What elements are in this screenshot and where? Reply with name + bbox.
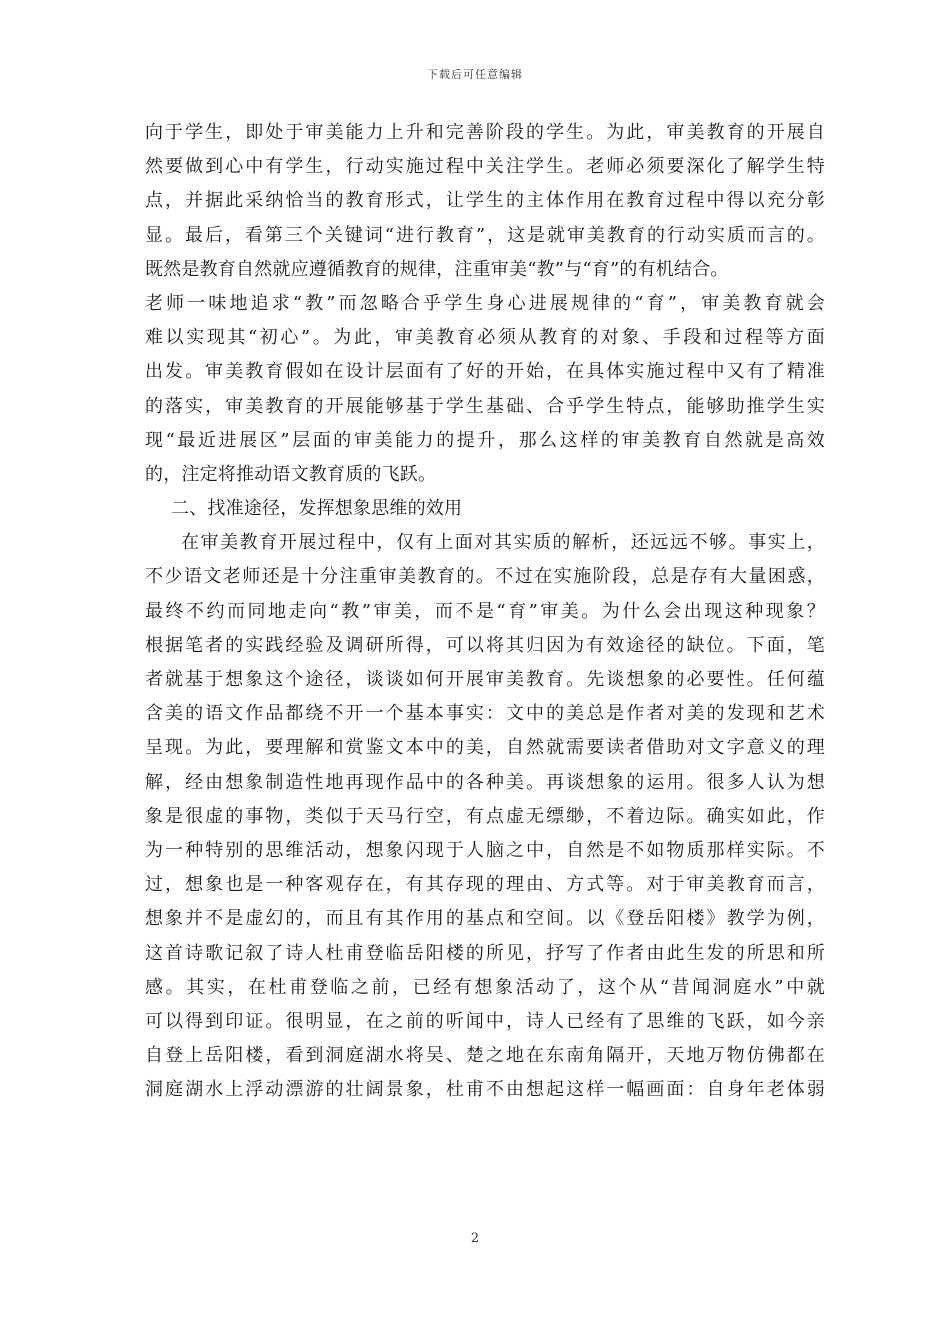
body-line: 的落实，审美教育的开展能够基于学生基础、合乎学生特点，能够助推学生实 <box>145 395 825 417</box>
body-line: 解，经由想象制造性地再现作品中的各种美。再谈想象的运用。很多人认为想 <box>145 771 825 793</box>
section-heading: 二、找准途径，发挥想象思维的效用 <box>171 498 463 520</box>
body-line: 根据笔者的实践经验及调研所得，可以将其归因为有效途径的缺位。下面，笔 <box>145 634 825 656</box>
body-line: 显。最后，看第三个关键词“进行教育”，这是就审美教育的行动实质而言的。 <box>145 224 825 246</box>
body-line: 点，并据此采纳恰当的教育形式，让学生的主体作用在教育过程中得以充分彰 <box>145 190 825 212</box>
body-line: 然要做到心中有学生，行动实施过程中关注学生。老师必须要深化了解学生特 <box>145 156 825 178</box>
page-number: 2 <box>470 1231 480 1246</box>
body-line: 过，想象也是一种客观存在，有其存现的理由、方式等。对于审美教育而言， <box>145 874 825 896</box>
body-line: 现“最近进展区”层面的审美能力的提升，那么这样的审美教育自然就是高效 <box>145 429 825 451</box>
body-line: 想象并不是虚幻的，而且有其作用的基点和空间。以《登岳阳楼》教学为例， <box>145 908 825 930</box>
body-line: 出发。审美教育假如在设计层面有了好的开始，在具体实施过程中又有了精准 <box>145 361 825 383</box>
body-line: 在审美教育开展过程中，仅有上面对其实质的解析，还远远不够。事实上， <box>181 532 825 554</box>
body-line: 含美的语文作品都绕不开一个基本事实：文中的美总是作者对美的发现和艺术 <box>145 703 825 725</box>
body-line: 的，注定将推动语文教育质的飞跃。 <box>145 463 437 485</box>
body-line: 者就基于想象这个途径，谈谈如何开展审美教育。先谈想象的必要性。任何蕴 <box>145 669 825 690</box>
body-line: 最终不约而同地走向“教”审美，而不是“育”审美。为什么会出现这种现象？ <box>145 600 825 622</box>
document-body <box>145 116 825 1107</box>
body-line: 老师一味地追求“教”而忽略合乎学生身心进展规律的“育”，审美教育就会 <box>145 292 825 314</box>
body-line: 既然是教育自然就应遵循教育的规律，注重审美“教”与“育”的有机结合。 <box>145 258 729 280</box>
body-line: 象是很虚的事物，类似于天马行空，有点虚无缥缈，不着边际。确实如此，作 <box>145 805 825 827</box>
body-line: 为一种特别的思维活动，想象闪现于人脑之中，自然是不如物质那样实际。不 <box>145 839 825 861</box>
body-line: 不少语文老师还是十分注重审美教育的。不过在实施阶段，总是存有大量困惑， <box>145 566 825 588</box>
body-line: 洞庭湖水上浮动漂游的壮阔景象，杜甫不由想起这样一幅画面：自身年老体弱 <box>145 1079 825 1101</box>
body-line: 自登上岳阳楼，看到洞庭湖水将吴、楚之地在东南角隔开，天地万物仿佛都在 <box>145 1045 825 1067</box>
body-line: 这首诗歌记叙了诗人杜甫登临岳阳楼的所见，抒写了作者由此生发的所思和所 <box>145 942 825 964</box>
body-line: 向于学生，即处于审美能力上升和完善阶段的学生。为此，审美教育的开展自 <box>145 122 825 143</box>
body-line: 感。其实，在杜甫登临之前，已经有想象活动了，这个从“昔闻洞庭水”中就 <box>145 976 825 998</box>
body-line: 可以得到印证。很明显，在之前的听闻中，诗人已经有了思维的飞跃，如今亲 <box>145 1010 825 1032</box>
body-line: 呈现。为此，要理解和赏鉴文本中的美，自然就需要读者借助对文字意义的理 <box>145 737 825 759</box>
body-line: 难以实现其“初心”。为此，审美教育必须从教育的对象、手段和过程等方面 <box>145 327 825 349</box>
page-header: 下载后可任意编辑 <box>427 68 523 81</box>
